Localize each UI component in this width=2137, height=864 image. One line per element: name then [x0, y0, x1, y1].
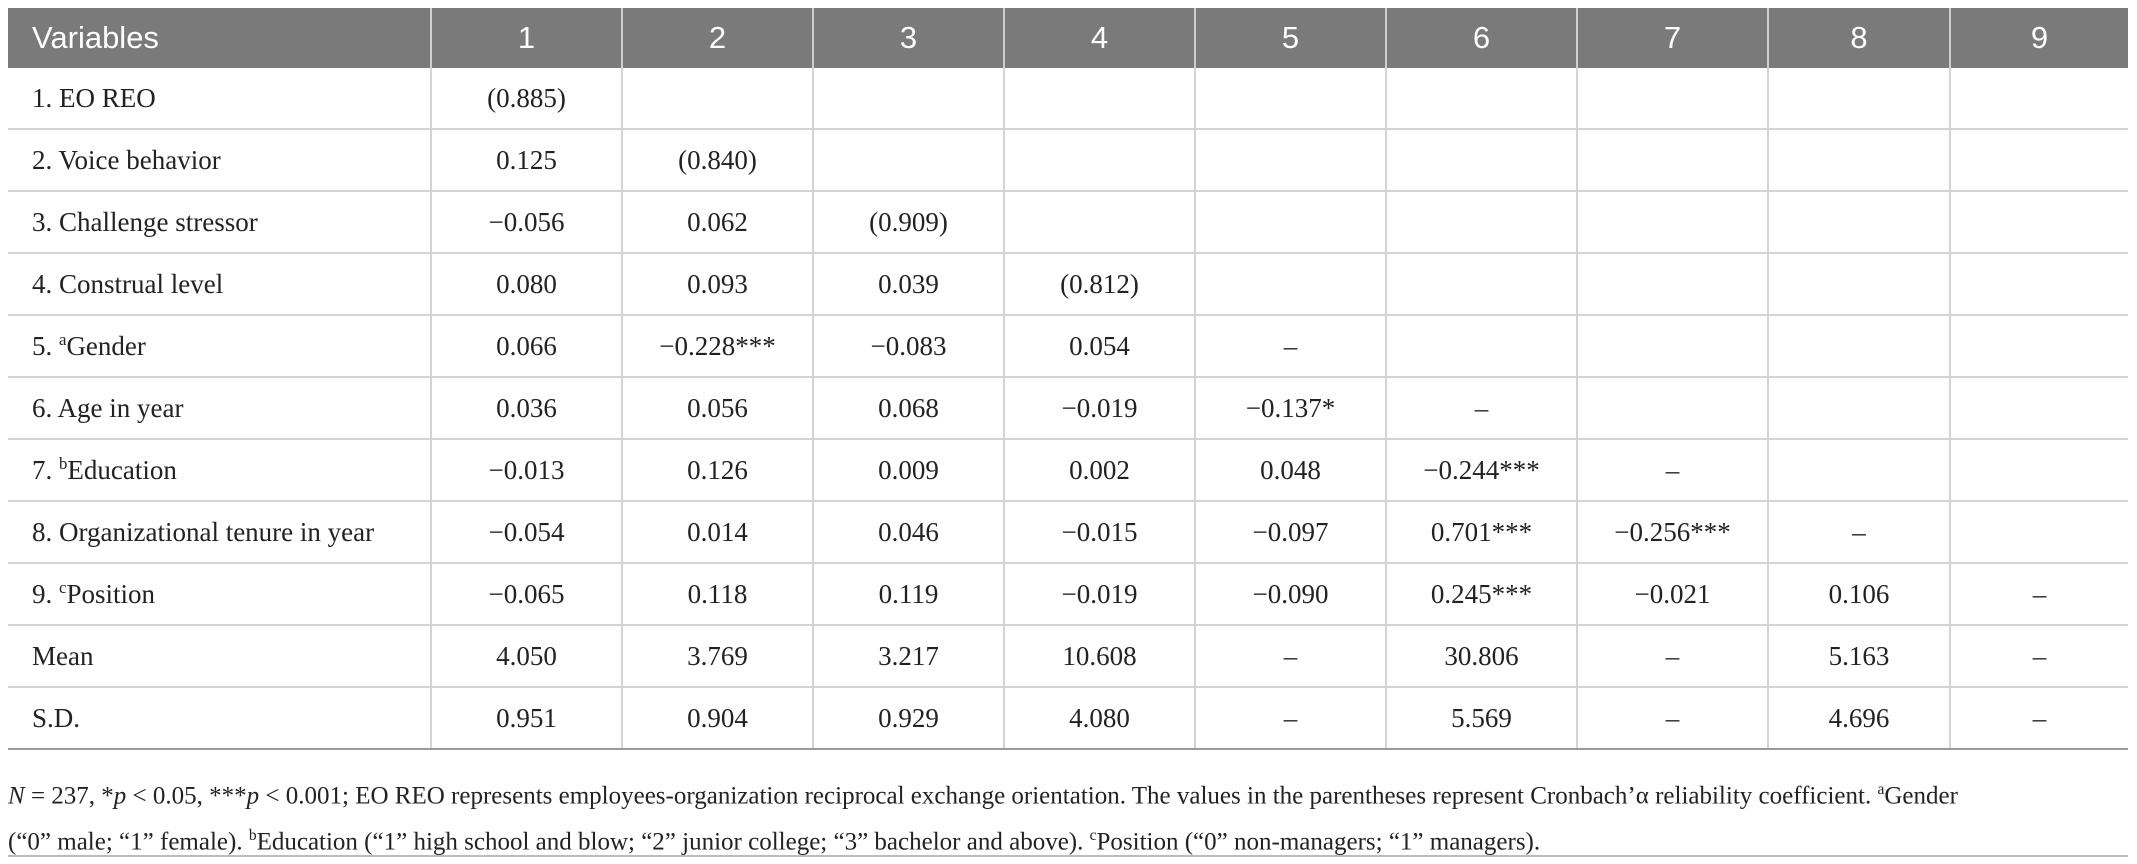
table-cell [1577, 191, 1768, 253]
header-row [8, 8, 2128, 68]
table-row [8, 687, 2128, 749]
row-number: 2. [32, 144, 53, 175]
table-cell [1768, 129, 1950, 191]
table-cell: 0.068 [813, 377, 1004, 439]
table-cell: 0.062 [622, 191, 813, 253]
table-cell: – [1195, 315, 1386, 377]
table-cell: 0.014 [622, 501, 813, 563]
header-col-7: 7 [1577, 8, 1768, 68]
table-cell [1950, 439, 2128, 501]
header-col-9: 9 [1950, 8, 2128, 68]
table-cell: – [1950, 563, 2128, 625]
note-p1: p [113, 782, 127, 810]
table-cell: −0.054 [431, 501, 622, 563]
table-cell: −0.228*** [622, 315, 813, 377]
table-cell: 0.066 [431, 315, 622, 377]
note-gender-def: (“0” male; “1” female). [8, 828, 249, 856]
table-cell: – [1768, 501, 1950, 563]
table-cell [1004, 68, 1195, 129]
table-cell: −0.256*** [1577, 501, 1768, 563]
table-cell: 5.569 [1386, 687, 1577, 749]
row-superscript: c [59, 578, 67, 597]
table-cell: – [1386, 377, 1577, 439]
note-p2: p [246, 782, 260, 810]
row-label [8, 68, 431, 129]
table-cell [1768, 253, 1950, 315]
table-cell: (0.840) [622, 129, 813, 191]
table-row [8, 501, 2128, 563]
note-edu-text: Education (“1” high school and blow; “2” junior college; “3” bachelor and above). [256, 828, 1090, 856]
row-number: 4. [32, 268, 53, 299]
row-number: 8. [32, 516, 53, 547]
table-row [8, 253, 2128, 315]
table-cell: 0.002 [1004, 439, 1195, 501]
table-cell: – [1195, 625, 1386, 687]
note-edu-sup: b [248, 827, 257, 845]
table-cell: 0.119 [813, 563, 1004, 625]
table-cell: 0.039 [813, 253, 1004, 315]
table-row [8, 68, 2128, 129]
table-cell [1768, 315, 1950, 377]
table-cell: 0.056 [622, 377, 813, 439]
table-cell [1004, 191, 1195, 253]
table-row [8, 439, 2128, 501]
table-cell: 0.036 [431, 377, 622, 439]
table-cell: 0.929 [813, 687, 1004, 749]
table-cell [622, 68, 813, 129]
table-cell [1195, 191, 1386, 253]
table-row [8, 191, 2128, 253]
table-cell: 0.093 [622, 253, 813, 315]
table-cell: −0.083 [813, 315, 1004, 377]
table-cell [1577, 377, 1768, 439]
row-number: 3. [32, 206, 53, 237]
table-cell: 0.701*** [1386, 501, 1577, 563]
note-p2-rest: < 0.001; EO REO represents employees-organization reciprocal exchange orientation. The values in the parentheses represent Cronbach’α reliability coefficient. [259, 782, 1878, 810]
row-superscript: b [59, 454, 68, 473]
row-label-text: Education [67, 455, 177, 485]
table-cell: – [1577, 687, 1768, 749]
table-cell [1768, 377, 1950, 439]
note-p1-rest: < 0.05, *** [126, 782, 247, 810]
table-cell [1950, 315, 2128, 377]
table-cell [813, 68, 1004, 129]
table-cell [1950, 253, 2128, 315]
table-cell: 0.106 [1768, 563, 1950, 625]
table-cell [813, 129, 1004, 191]
table-cell: – [1950, 625, 2128, 687]
row-label [8, 253, 431, 315]
row-label [8, 625, 431, 687]
table-cell [1577, 253, 1768, 315]
row-superscript: a [59, 330, 67, 349]
table-cell: 30.806 [1386, 625, 1577, 687]
row-label-text: Mean [32, 640, 94, 671]
table-body [8, 68, 2128, 749]
row-label-text: Challenge stressor [59, 206, 258, 237]
correlation-table [8, 8, 2128, 750]
row-number: 1. [32, 82, 53, 113]
table-cell [1950, 191, 2128, 253]
row-label-text: Organizational tenure in year [59, 516, 375, 547]
table-cell [1577, 68, 1768, 129]
note-gender-text: Gender [1884, 782, 1958, 810]
note-pos-sup: c [1089, 827, 1097, 845]
row-label [8, 439, 431, 501]
row-number: 7. [32, 455, 53, 485]
table-cell [1577, 315, 1768, 377]
row-label [8, 191, 431, 253]
header-col-8: 8 [1768, 8, 1950, 68]
table-cell: 3.769 [622, 625, 813, 687]
table-cell: – [1195, 687, 1386, 749]
table-cell: −0.019 [1004, 563, 1195, 625]
table-cell: 4.080 [1004, 687, 1195, 749]
table-cell: −0.019 [1004, 377, 1195, 439]
table-cell: – [1577, 625, 1768, 687]
table-cell: 3.217 [813, 625, 1004, 687]
header-col-2: 2 [622, 8, 813, 68]
table-cell: 0.054 [1004, 315, 1195, 377]
table-cell [1386, 68, 1577, 129]
table-cell: (0.909) [813, 191, 1004, 253]
row-label [8, 377, 431, 439]
table-cell: 0.951 [431, 687, 622, 749]
table-row [8, 315, 2128, 377]
table-cell: 0.125 [431, 129, 622, 191]
row-label-text: Gender [66, 331, 146, 361]
row-number: 6. [32, 392, 53, 423]
table-cell: – [1577, 439, 1768, 501]
table-cell: −0.090 [1195, 563, 1386, 625]
table-cell: 0.245*** [1386, 563, 1577, 625]
table-cell [1950, 377, 2128, 439]
table-cell: 5.163 [1768, 625, 1950, 687]
header-col-6: 6 [1386, 8, 1577, 68]
table-cell: (0.812) [1004, 253, 1195, 315]
table-cell: −0.056 [431, 191, 622, 253]
table-cell: – [1950, 687, 2128, 749]
table-cell [1195, 253, 1386, 315]
table-cell: −0.015 [1004, 501, 1195, 563]
table-cell: −0.097 [1195, 501, 1386, 563]
table-cell: 0.080 [431, 253, 622, 315]
note-n-label: N [8, 782, 25, 810]
table-cell [1004, 129, 1195, 191]
table-cell: 4.696 [1768, 687, 1950, 749]
row-label-text: Voice behavior [58, 144, 221, 175]
table-cell: −0.021 [1577, 563, 1768, 625]
row-label-text: Construal level [59, 268, 224, 299]
table-row [8, 563, 2128, 625]
row-label-text: Position [66, 579, 155, 609]
note-n-rest: = 237, * [24, 782, 114, 810]
table-footnote [8, 770, 2128, 863]
table-cell: −0.137* [1195, 377, 1386, 439]
table-cell: 0.048 [1195, 439, 1386, 501]
row-number: 9. [32, 579, 53, 609]
header-col-4: 4 [1004, 8, 1195, 68]
header-col-1: 1 [431, 8, 622, 68]
table-cell: 10.608 [1004, 625, 1195, 687]
table-cell [1768, 191, 1950, 253]
table-cell [1195, 129, 1386, 191]
table-cell: 0.009 [813, 439, 1004, 501]
table-cell: 0.118 [622, 563, 813, 625]
header-variables: Variables [8, 8, 431, 68]
note-gender-sup: a [1877, 781, 1885, 798]
bottom-rule [8, 855, 2128, 857]
row-label [8, 687, 431, 749]
table-cell: 0.126 [622, 439, 813, 501]
table-cell: 0.046 [813, 501, 1004, 563]
row-label [8, 315, 431, 377]
table-cell: −0.013 [431, 439, 622, 501]
table-cell: −0.065 [431, 563, 622, 625]
header-col-5: 5 [1195, 8, 1386, 68]
row-label-text: EO REO [59, 82, 156, 113]
row-label [8, 563, 431, 625]
table-row [8, 377, 2128, 439]
row-label-text: Age in year [57, 392, 184, 423]
table-cell: 0.904 [622, 687, 813, 749]
row-number: 5. [32, 331, 53, 361]
table-cell [1950, 129, 2128, 191]
row-label [8, 129, 431, 191]
table-row [8, 625, 2128, 687]
table-cell [1950, 68, 2128, 129]
table-cell [1577, 129, 1768, 191]
note-pos-text: Position (“0” non-managers; “1” managers). [1096, 828, 1541, 856]
table-cell [1386, 253, 1577, 315]
table-cell [1386, 129, 1577, 191]
table-cell [1768, 439, 1950, 501]
table-cell: 4.050 [431, 625, 622, 687]
table-cell [1195, 68, 1386, 129]
row-label [8, 501, 431, 563]
table-cell [1386, 191, 1577, 253]
table-cell [1386, 315, 1577, 377]
header-col-3: 3 [813, 8, 1004, 68]
table-cell [1950, 501, 2128, 563]
table-header [8, 8, 2128, 68]
table-row [8, 129, 2128, 191]
row-label-text: S.D. [32, 702, 81, 733]
table-cell [1768, 68, 1950, 129]
table-cell: (0.885) [431, 68, 622, 129]
table-cell: −0.244*** [1386, 439, 1577, 501]
